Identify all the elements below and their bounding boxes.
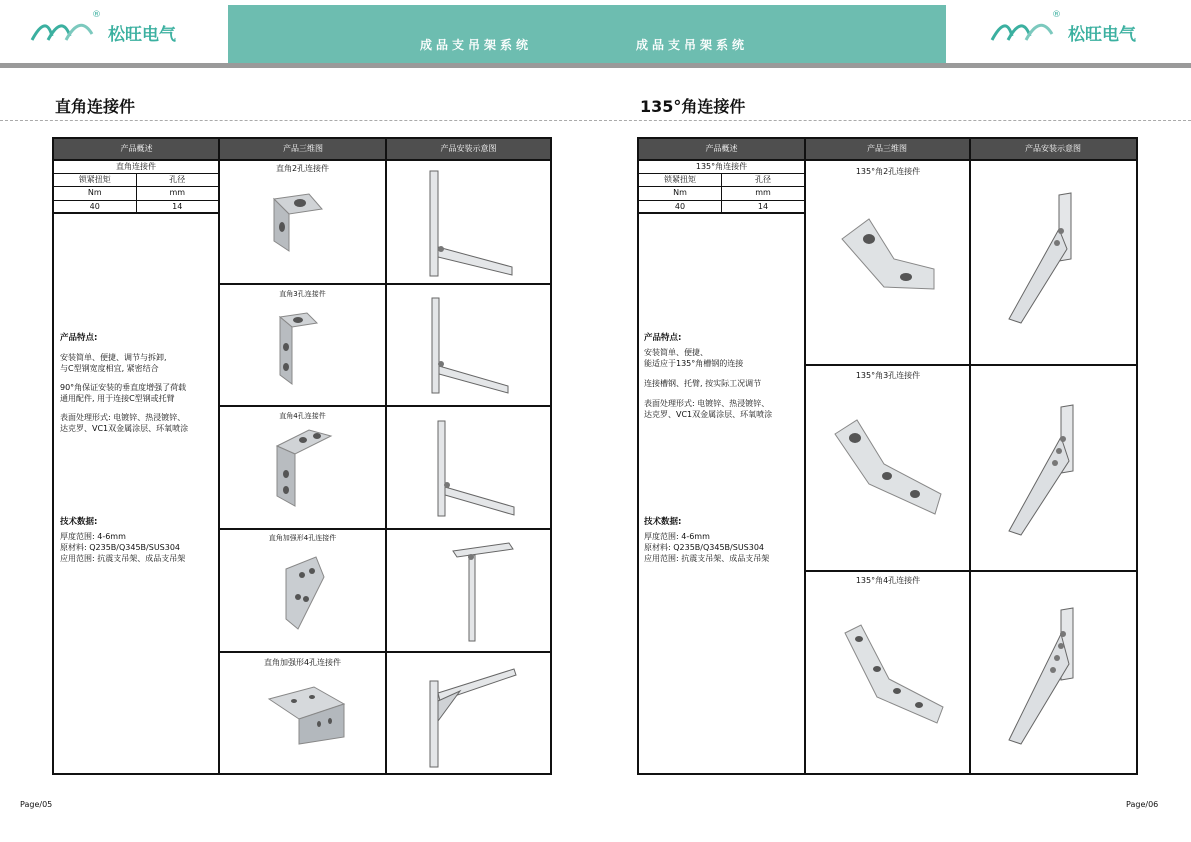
bracket-135-3hole-image [829, 414, 949, 524]
header-label-right: 成品支吊架系统 [636, 38, 749, 52]
reinforced-bracket-3d-image [264, 679, 354, 749]
feature-line: 连接槽钢、托臂, 按实际工况调节 [644, 379, 762, 388]
dotted-divider [0, 120, 1191, 121]
spec-header-row: 锁紧扭矩 孔径 [639, 174, 804, 187]
install-diagram [426, 167, 516, 282]
page-number-right: Page/06 [1126, 800, 1159, 809]
product-caption: 直角2孔连接件 [275, 164, 330, 173]
tech-line: 应用范围: 抗震支吊架、成品支吊架 [644, 554, 770, 563]
features-title: 产品特点: [644, 333, 682, 343]
column-header-3d: 产品三维图 [805, 140, 969, 158]
brand-name: 松旺电气 [108, 25, 176, 45]
spec-unit-row: Nm mm [54, 187, 218, 201]
spec-header-row: 锁紧扭矩 孔径 [54, 174, 218, 187]
product-caption: 135°角2孔连接件 [855, 167, 921, 176]
brand-name: 松旺电气 [1068, 25, 1136, 45]
features-block [644, 332, 804, 420]
tech-block [644, 516, 804, 564]
feature-line: 表面处理形式: 电镀锌、热浸镀锌、 [60, 413, 186, 422]
install-diagram [999, 401, 1099, 541]
page-number-left: Page/05 [20, 800, 53, 809]
spec-value-row: 40 14 [639, 201, 804, 214]
product-caption: 135°角4孔连接件 [855, 576, 921, 585]
spec-name: 直角连接件 [54, 161, 218, 174]
page-title-left: 直角连接件 [55, 97, 136, 116]
column-header-install: 产品安装示意图 [970, 140, 1136, 158]
column-header-overview: 产品概述 [639, 140, 804, 158]
install-diagram [999, 189, 1099, 329]
bracket-2hole-image [264, 189, 344, 259]
product-table-right [637, 137, 1138, 775]
reinforced-bracket-image [276, 549, 346, 639]
bracket-135-4hole-image [839, 619, 949, 729]
spec-table [54, 161, 218, 214]
bracket-3hole-image [272, 309, 332, 389]
header-label-left: 成品支吊架系统 [420, 38, 533, 52]
tech-block [60, 516, 220, 564]
feature-line: 能适应于135°角槽钢的连接 [644, 359, 744, 368]
spec-value-row: 40 14 [54, 201, 218, 214]
features-title: 产品特点: [60, 333, 98, 343]
tech-title: 技术数据: [644, 517, 682, 527]
registered-mark: ® [92, 10, 101, 20]
install-diagram [449, 539, 519, 644]
product-caption: 直角3孔连接件 [279, 290, 326, 298]
install-diagram [999, 604, 1099, 749]
page-title-right: 135°角连接件 [640, 97, 746, 116]
product-caption: 直角加强形4孔连接件 [263, 658, 342, 667]
brand-logo-left [30, 10, 200, 44]
tech-line: 原材料: Q235B/Q345B/SUS304 [644, 543, 765, 552]
column-header-install: 产品安装示意图 [387, 140, 550, 158]
brand-logo-right [990, 10, 1160, 44]
product-table-left [52, 137, 552, 775]
bracket-4hole-image [269, 424, 339, 514]
feature-line: 表面处理形式: 电镀锌、热浸镀锌、 [644, 399, 770, 408]
wave-logo-icon [990, 10, 1060, 44]
feature-line: 通用配件, 用于连接C型钢或托臂 [60, 394, 175, 403]
tech-title: 技术数据: [60, 517, 98, 527]
tech-line: 厚度范围: 4-6mm [644, 532, 710, 541]
wave-logo-icon [30, 10, 100, 44]
feature-line: 达克罗、VC1双金属涂层、环氧喷涂 [644, 410, 773, 419]
feature-line: 与C型钢宽度相宜, 紧密结合 [60, 364, 159, 373]
feature-line: 安装简单、便捷、 [644, 348, 708, 357]
product-caption: 135°角3孔连接件 [855, 371, 921, 380]
spec-table [639, 161, 804, 214]
column-header-overview: 产品概述 [54, 140, 219, 158]
install-diagram [434, 417, 524, 522]
spec-unit-row: Nm mm [639, 187, 804, 201]
feature-line: 安装简单、便捷、调节与拆卸, [60, 353, 167, 362]
registered-mark: ® [1052, 10, 1061, 20]
features-block [60, 332, 220, 434]
install-diagram [426, 661, 521, 771]
feature-line: 90°角保证安装的垂直度增强了荷载 [60, 383, 187, 392]
tech-line: 原材料: Q235B/Q345B/SUS304 [60, 543, 181, 552]
column-header-3d: 产品三维图 [220, 140, 386, 158]
spec-name: 135°角连接件 [639, 161, 804, 174]
bracket-135-2hole-image [834, 209, 944, 309]
header-banner [228, 5, 946, 63]
install-diagram [428, 294, 518, 399]
product-caption: 直角4孔连接件 [279, 412, 326, 420]
tech-line: 厚度范围: 4-6mm [60, 532, 126, 541]
product-caption: 直角加强形4孔连接件 [268, 534, 337, 542]
tech-line: 应用范围: 抗震支吊架、成品支吊架 [60, 554, 186, 563]
feature-line: 达克罗、VC1双金属涂层、环氧喷涂 [60, 424, 189, 433]
header-divider [0, 63, 1191, 68]
